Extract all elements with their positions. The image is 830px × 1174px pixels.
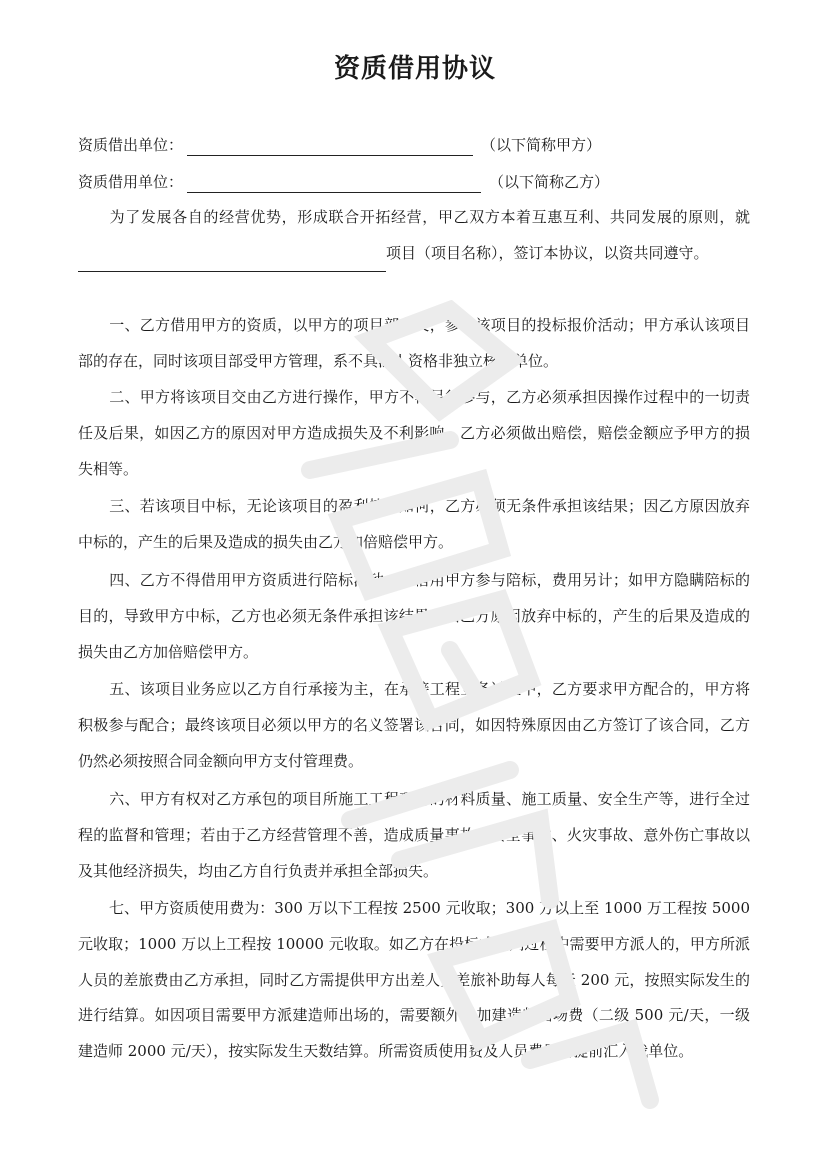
clause-2-text: 二、甲方将该项目交由乙方进行操作，甲方不再另行参与，乙方必须承担因操作过程中的一切责任及后果，如因乙方的原因对甲方造成损失及不利影响，乙方必须做出赔偿，赔偿金额应予甲方的损失相等。 [78,388,750,478]
borrower-label: 资质借用单位： [78,173,184,191]
clause-4-text: 四、乙方不得借用甲方资质进行陪标活动，如借用甲方参与陪标，费用另计；如甲方隐瞒陪标的目的，导致甲方中标，乙方也必须无条件承担该结果；因乙方原因放弃中标的，产生的后果及造成的损失由乙方加倍赔偿甲方。 [78,571,750,661]
clause-3 [78,489,750,561]
lender-line [78,134,601,156]
clause-6-text: 六、甲方有权对乙方承包的项目所施工工程项目的材料质量、施工质量、安全生产等，进行全过程的监督和管理；若由于乙方经营管理不善，造成质量事故、安全事故、火灾事故、意外伤亡事故以及其他经济损失，均由乙方自行负责并承担全部损失。 [78,790,750,880]
borrower-line [78,171,609,193]
lender-blank[interactable] [187,139,473,156]
intro-text-part1: 为了发展各自的经营优势，形成联合开拓经营，甲乙双方本着互惠互利、共同发展的原则，就 [109,208,750,226]
intro-paragraph [78,200,750,272]
document-title: 资质借用协议 [333,54,496,84]
clause-1 [78,308,750,380]
clause-4 [78,563,750,670]
clause-7-text: 七、甲方资质使用费为：300 万以下工程按 2500 元收取；300 万以上至 1000 万工程按 5000 元收取；1000 万以上工程按 10000 元收取。如乙方在投标或谈判过程中需要甲方派人的，甲方所派人员的差旅费由乙方承担，同时乙方需提供甲方出差人员差旅补助每人每天 200 元，按照实际发生的进行结算。如因项目需要甲方派建造师出场的，需要额外增加建造师出场费（二级 500 元/天，一级建造师 2000 元/天），按实际发生天数结算。所需资质使用费及人员费用需提前汇入我单位。 [78,899,750,1061]
clause-6 [78,782,750,889]
intro-text-part2: 项目（项目名称），签订本协议，以资共同遵守。 [386,243,709,262]
project-name-blank[interactable] [78,253,386,272]
clause-2 [78,380,750,487]
clause-5 [78,672,750,779]
clause-5-text: 五、该项目业务应以乙方自行承接为主，在承接工程业务过程中，乙方要求甲方配合的，甲方将积极参与配合；最终该项目必须以甲方的名义签署该合同，如因特殊原因由乙方签订了该合同，乙方仍然必须按照合同金额向甲方支付管理费。 [78,680,750,770]
borrower-blank[interactable] [187,176,481,193]
lender-label: 资质借出单位： [78,136,184,154]
clause-7 [78,891,750,1070]
borrower-suffix: （以下简称乙方） [489,173,610,191]
clause-3-text: 三、若该项目中标，无论该项目的盈利情况如何，乙方必须无条件承担该结果；因乙方原因放弃中标的，产生的后果及造成的损失由乙方加倍赔偿甲方。 [78,497,750,551]
clause-1-text: 一、乙方借用甲方的资质，以甲方的项目部名义，参与该项目的投标报价活动；甲方承认该项目部的存在，同时该项目部受甲方管理，系不具法人资格非独立核算单位。 [78,316,750,370]
lender-suffix: （以下简称甲方） [481,136,602,154]
